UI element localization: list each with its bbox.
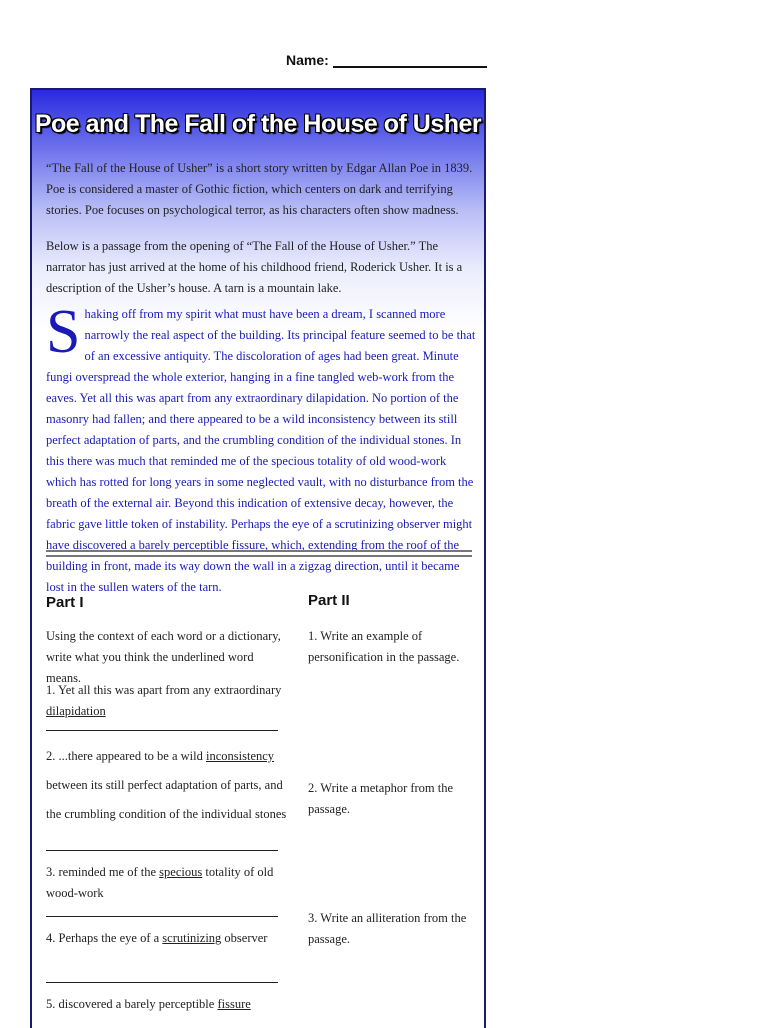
q5-underlined-word: fissure xyxy=(217,997,251,1011)
name-label: Name: xyxy=(286,52,329,68)
q3-text: 3. reminded me of the xyxy=(46,865,160,879)
q5-text: 5. discovered a barely perceptible xyxy=(46,997,218,1011)
q3-text-end: totality of old wood-work xyxy=(46,865,274,900)
vocab-question-2 xyxy=(46,742,290,829)
vocab-question-5 xyxy=(46,994,296,1015)
worksheet-title: Poe and The Fall of the House of Usher xyxy=(34,110,482,138)
vocab-question-4 xyxy=(46,928,296,949)
vocab-question-3 xyxy=(46,862,296,904)
part-2-question-2: 2. Write a metaphor from the passage. xyxy=(308,781,454,816)
intro-paragraph-1: “The Fall of the House of Usher” is a short story written by Edgar Allan Poe in 1839. Poe is considered a master of Gothic fiction, which centers on dark and terrifying stories. Poe focuses on psychological terror, as his characters often show madness. xyxy=(46,161,473,217)
vocab-question-1 xyxy=(46,680,296,722)
q2-text-end: between its still perfect adaptation of parts, and the crumbling condition of the individual stones xyxy=(46,778,287,821)
part-1-instructions: Using the context of each word or a dictionary, write what you think the underlined word means. xyxy=(46,629,281,685)
intro-paragraph-2: Below is a passage from the opening of “The Fall of the House of Usher.” The narrator has just arrived at the home of his childhood friend, Roderick Usher. It is a description of the Usher’s house. A tarn is a mountain lake. xyxy=(46,239,463,295)
answer-line-2[interactable] xyxy=(46,850,278,851)
part-2-question-3: 3. Write an alliteration from the passage. xyxy=(308,911,467,946)
section-divider xyxy=(46,550,472,557)
passage-text: haking off from my spirit what must have been a dream, I scanned more narrowly the real aspect of the building. Its principal feature seemed to be that of an excessive antiquity. The discoloration of ages had been great. Minute fungi overspread the whole exterior, hanging in a fine tangled web-work from the eaves. Yet all this was apart from any extraordinary dilapidation. No portion of the masonry had fallen; and there appeared to be a wild inconsistency between its still perfect adaptation of parts, and the crumbling condition of the individual stones. In this there was much that reminded me of the specious totality of old wood-work which has rotted for long years in some neglected vault, with no disturbance from the breath of the external air. Beyond this indication of extensive decay, however, the fabric gave little token of instability. Perhaps the eye of a scrutinizing observer might have discovered a barely perceptible fissure, which, extending from the roof of the building in front, made its way down the wall in a zigzag direction, until it became lost in the sullen waters of the tarn. xyxy=(46,307,476,594)
part-1-heading: Part I xyxy=(46,594,84,611)
q4-text-end: observer xyxy=(221,931,268,945)
answer-line-1[interactable] xyxy=(46,730,278,731)
q2-text: 2. ...there appeared to be a wild xyxy=(46,749,207,763)
q4-text: 4. Perhaps the eye of a xyxy=(46,931,163,945)
q4-underlined-word: scrutinizing xyxy=(162,931,222,945)
part-2-question-1: 1. Write an example of personification in the passage. xyxy=(308,629,460,664)
q2-underlined-word: inconsistency xyxy=(206,749,275,763)
worksheet xyxy=(30,88,486,1028)
q1-text: 1. Yet all this was apart from any extraordinary xyxy=(46,683,282,697)
drop-cap: S xyxy=(46,298,81,366)
q1-underlined-word: dilapidation xyxy=(46,704,106,718)
answer-line-4[interactable] xyxy=(46,982,278,983)
answer-line-3[interactable] xyxy=(46,916,278,917)
name-input-line[interactable] xyxy=(333,50,487,68)
q3-underlined-word: specious xyxy=(159,865,203,879)
name-field xyxy=(286,50,487,68)
part-2-heading: Part II xyxy=(308,592,350,609)
